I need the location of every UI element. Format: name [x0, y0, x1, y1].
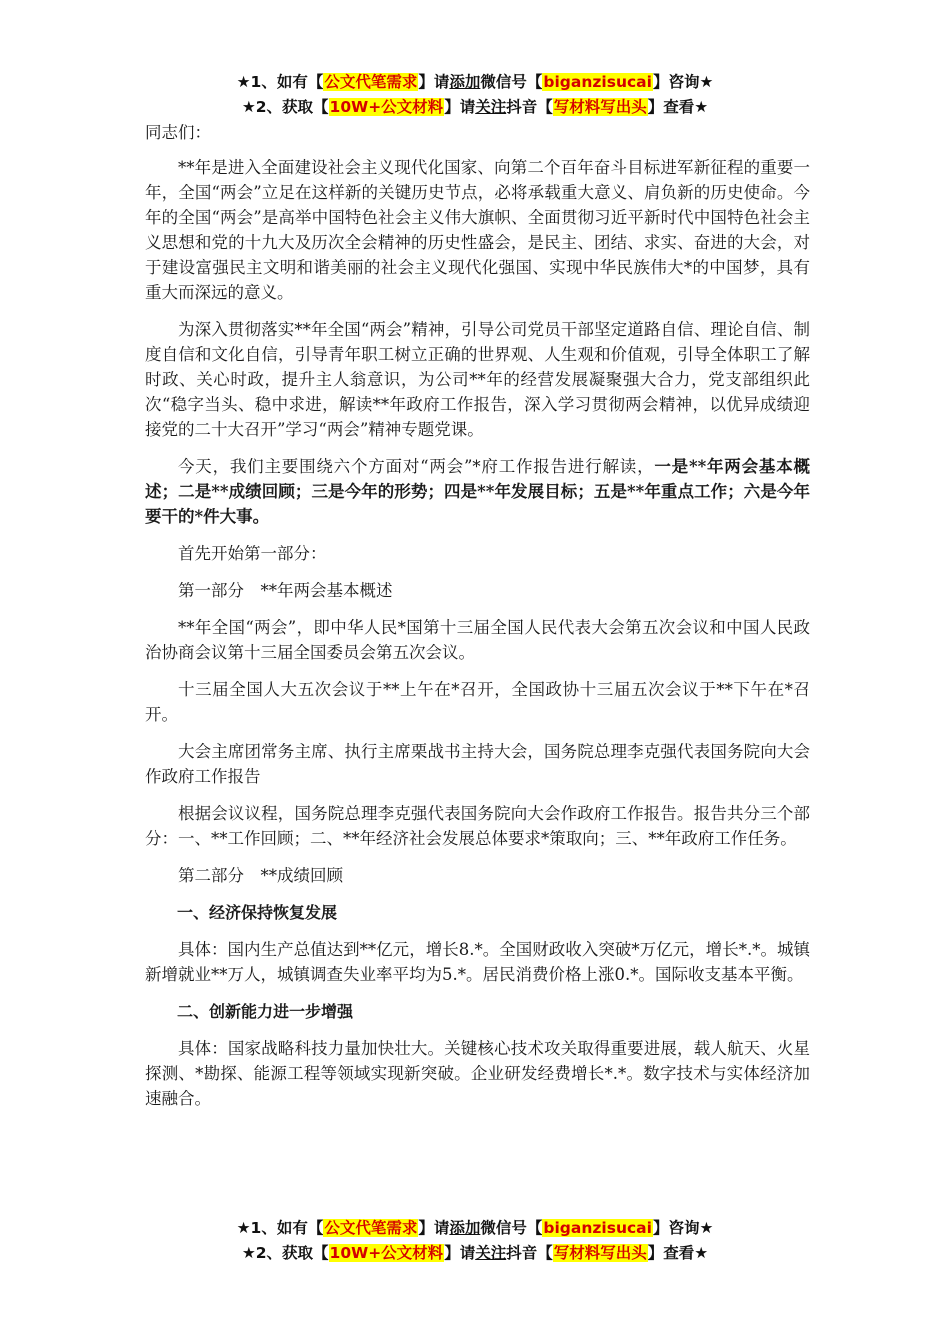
- highlight-materials: 10W+公文材料: [329, 1244, 444, 1262]
- greeting: 同志们：: [145, 123, 211, 142]
- highlight-wechat-id: biganzisucai: [543, 1219, 652, 1237]
- heading-innovation: 二、创新能力进一步增强: [177, 1002, 354, 1021]
- outline-bold: 一是**年两会基本概述；二是**成绩回顾；三是今年的形势；四是**年发展目标；五是**年重点工作；六是今年要干的*件大事。: [145, 457, 810, 526]
- paragraph-agenda: 根据会议议程，国务院总理李克强代表国务院向大会作政府工作报告。报告共分三个部分：一、**工作回顾；二、**年经济社会发展总体要求*策取向；三、**年政府工作任务。: [145, 804, 810, 848]
- heading-economy: 一、经济保持恢复发展: [177, 903, 338, 922]
- paragraph-intro: **年是进入全面建设社会主义现代化国家、向第二个百年奋斗目标进军新征程的重要一年，全国“两会”立足在这样新的关键历史节点，必将承载重大意义、肩负新的历史使命。今年的全国“两会”是高举中国特色社会主义伟大旗帜、全面贯彻习近平新时代中国特色社会主义思想和党的十九大及历次全会精神的历史性盛会，是民主、团结、求实、奋进的大会，对于建设富强民主文明和谐美丽的社会主义现代化强国、实现中华民族伟大*的中国梦，具有重大而深远的意义。: [145, 158, 810, 302]
- paragraph-purpose: 为深入贯彻落实**年全国“两会”精神，引导公司党员干部坚定道路自信、理论自信、制度自信和文化自信，引导青年职工树立正确的世界观、人生观和价值观，引导全体职工了解时政、关心时政，提升主人翁意识，为公司**年的经营发展凝聚强大合力，党支部组织此次“稳字当头、稳中求进，解读**年政府工作报告，深入学习贯彻两会精神，以优异成绩迎接党的二十大召开”学习“两会”精神专题党课。: [145, 320, 810, 439]
- section-title-1: 第一部分 **年两会基本概述: [178, 581, 393, 600]
- footer-banner-line-2: ★2、获取【10W+公文材料】请关注抖音【写材料写出头】查看★: [241, 1244, 709, 1262]
- paragraph-presiding: 大会主席团常务主席、执行主席栗战书主持大会，国务院总理李克强代表国务院向大会作政府工作报告: [145, 742, 810, 786]
- header-banner-line-1: ★1、如有【公文代笔需求】请添加微信号【biganzisucai】咨询★: [236, 73, 714, 91]
- highlight-service: 公文代笔需求: [324, 1219, 418, 1237]
- paragraph-opening: 十三届全国人大五次会议于**上午在*召开，全国政协十三届五次会议于**下午在*召开。: [145, 680, 810, 724]
- paragraph-outline: 今天，我们主要围绕六个方面对“两会”*府工作报告进行解读，一是**年两会基本概述；二是**成绩回顾；三是今年的形势；四是**年发展目标；五是**年重点工作；六是今年要干的*件大事。: [145, 457, 810, 526]
- paragraph-begin: 首先开始第一部分：: [178, 544, 327, 563]
- footer-banner-line-1: ★1、如有【公文代笔需求】请添加微信号【biganzisucai】咨询★: [236, 1219, 714, 1237]
- paragraph-innovation: 具体：国家战略科技力量加快壮大。关键核心技术攻关取得重要进展，载人航天、火星探测、*勘探、能源工程等领域实现新突破。企业研发经费增长*.*。数字技术与实体经济加速融合。: [145, 1039, 810, 1108]
- highlight-douyin: 写材料写出头: [553, 98, 647, 116]
- document-body: [145, 120, 810, 1123]
- section-title-2: 第二部分 **成绩回顾: [178, 866, 343, 885]
- highlight-wechat-id: biganzisucai: [543, 73, 652, 91]
- highlight-douyin: 写材料写出头: [553, 1244, 647, 1262]
- highlight-service: 公文代笔需求: [324, 73, 418, 91]
- paragraph-sessions: **年全国“两会”，即中华人民*国第十三届全国人民代表大会第五次会议和中国人民政治协商会议第十三届全国委员会第五次会议。: [145, 618, 810, 662]
- header-banner-line-2: ★2、获取【10W+公文材料】请关注抖音【写材料写出头】查看★: [241, 98, 709, 116]
- highlight-materials: 10W+公文材料: [329, 98, 444, 116]
- paragraph-economy: 具体：国内生产总值达到**亿元，增长8.*。全国财政收入突破*万亿元，增长*.*。城镇新增就业**万人，城镇调查失业率平均为5.*。居民消费价格上涨0.*。国际收支基本平衡。: [145, 940, 810, 984]
